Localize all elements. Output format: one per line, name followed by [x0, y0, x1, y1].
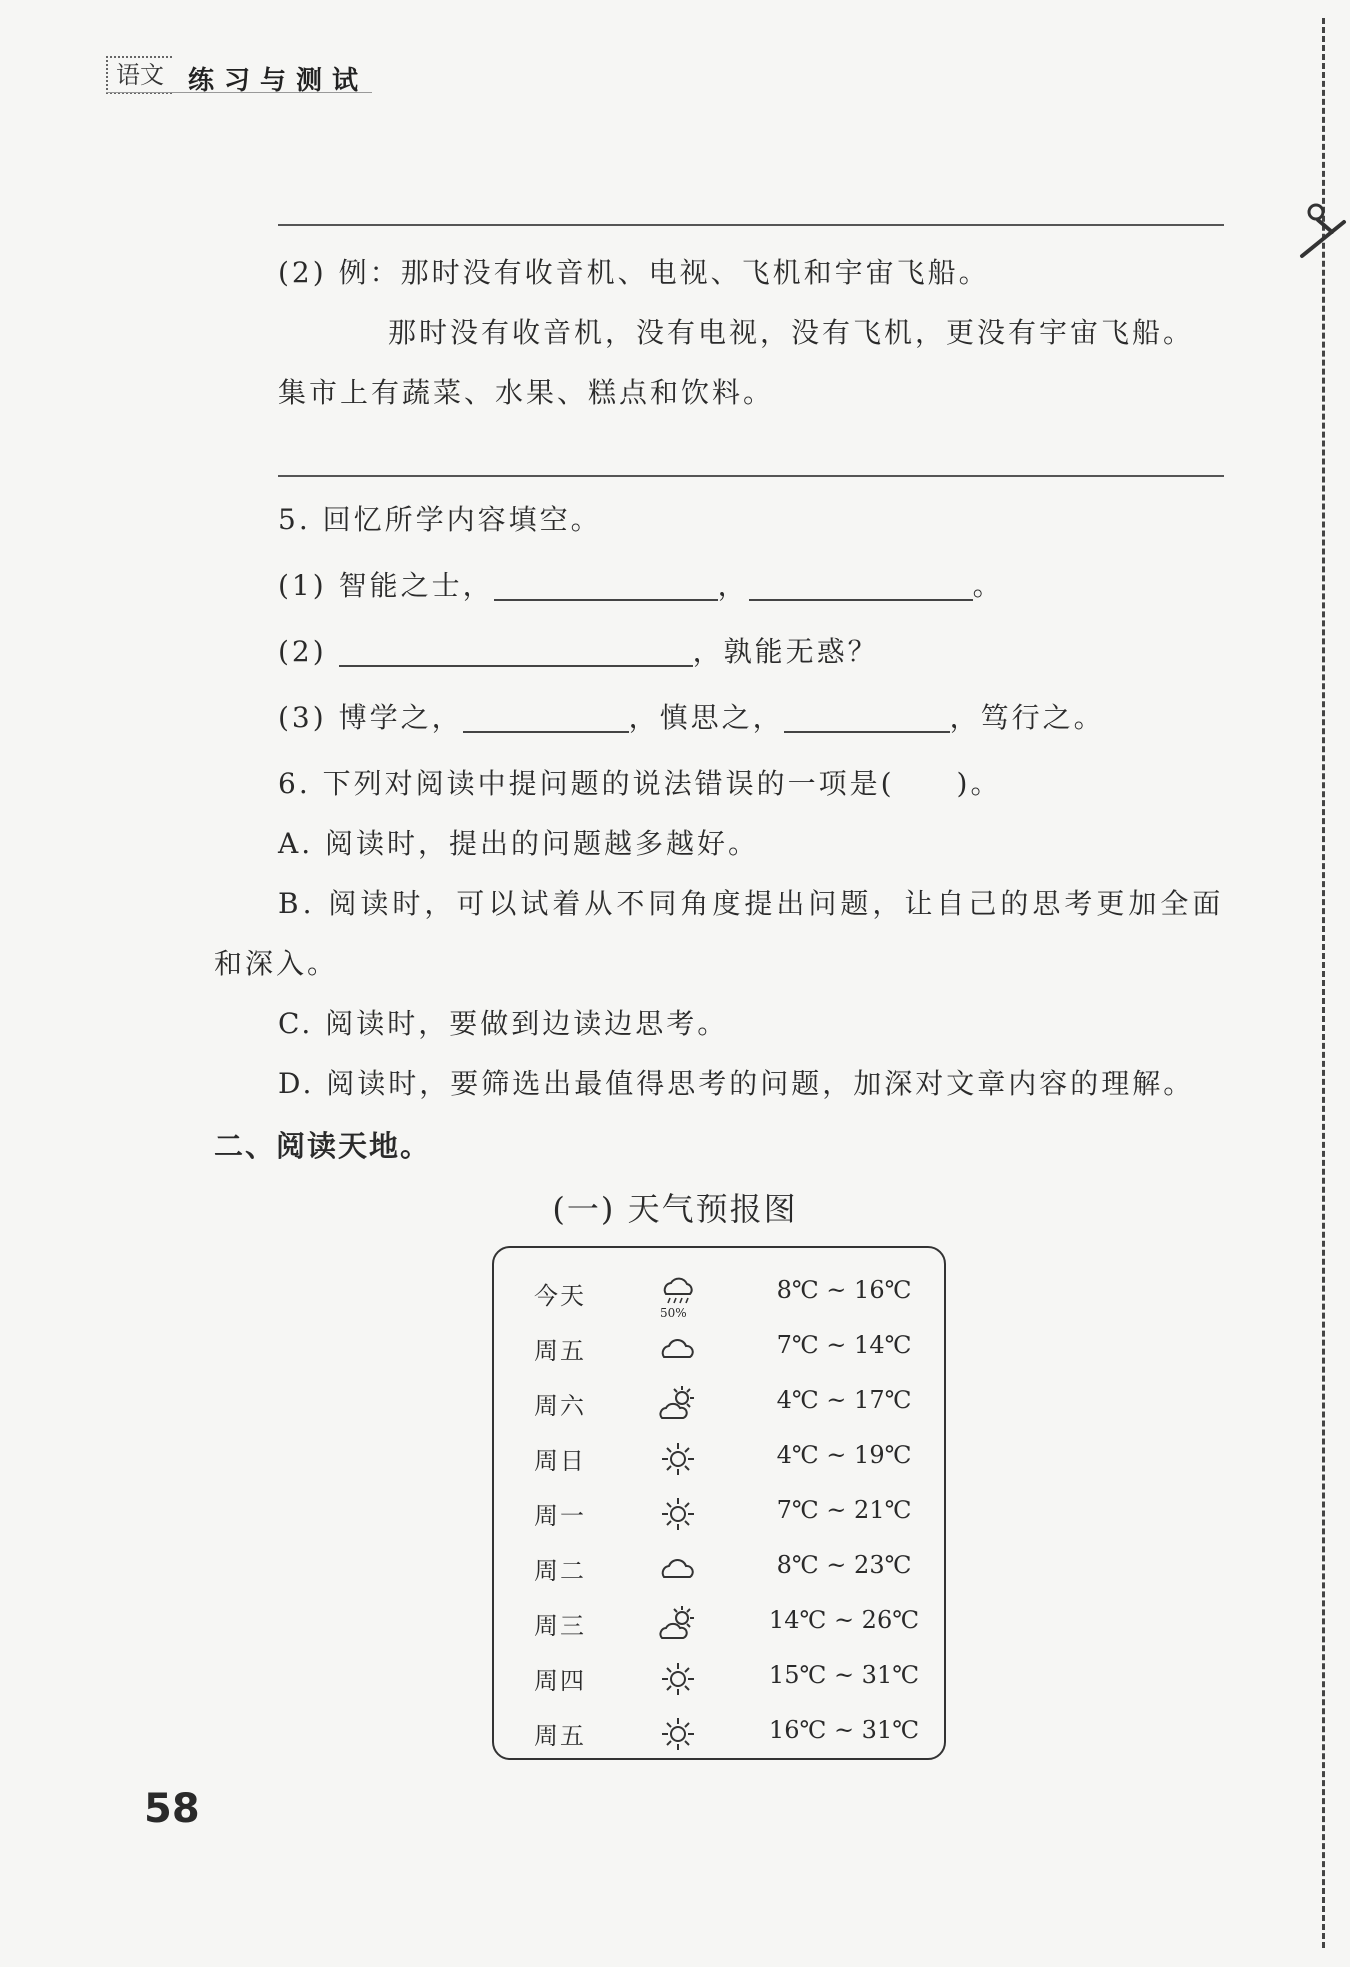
forecast-row — [494, 1327, 944, 1371]
forecast-temp: 14℃ ~ 26℃ — [768, 1606, 920, 1634]
q5-item-1 — [278, 566, 1004, 606]
fill-blank[interactable] — [749, 569, 973, 601]
sun-icon — [656, 1657, 700, 1701]
q6-option-c: C. 阅读时，要做到边读边思考。 — [278, 1007, 729, 1040]
forecast-day: 周五 — [534, 1337, 586, 1365]
q5-item-2 — [278, 632, 879, 672]
q5-item-1-text: (1) 智能之士， — [278, 569, 494, 602]
forecast-day: 周二 — [534, 1557, 586, 1585]
q5-item-2-text: ，孰能无惑？ — [692, 635, 879, 668]
q5-item-3 — [278, 698, 1105, 738]
forecast-temp: 4℃ ~ 19℃ — [776, 1441, 912, 1469]
q6-option-b-cont: 和深入。 — [214, 947, 339, 980]
forecast-day: 周一 — [534, 1502, 586, 1530]
fill-blank[interactable] — [494, 569, 718, 601]
q6-option-d: D. 阅读时，要筛选出最值得思考的问题，加深对文章内容的理解。 — [278, 1067, 1195, 1100]
page-number: 58 — [144, 1786, 200, 1832]
fill-blank[interactable] — [784, 701, 950, 733]
forecast-day: 周四 — [534, 1667, 586, 1695]
q5-prompt: 5. 回忆所学内容填空。 — [278, 503, 602, 536]
sun-icon — [656, 1437, 700, 1481]
q4-2-exercise-sentence: 集市上有蔬菜、水果、糕点和饮料。 — [278, 376, 775, 409]
q4-2-example: (2) 例：那时没有收音机、电视、飞机和宇宙飞船。 — [278, 256, 990, 289]
section-heading: 二、阅读天地。 — [214, 1129, 432, 1163]
forecast-day: 周六 — [534, 1392, 586, 1420]
cloud-icon — [656, 1547, 700, 1591]
q6-option-b: B. 阅读时，可以试着从不同角度提出问题，让自己的思考更加全面 — [278, 887, 1225, 920]
q5-item-2-label: (2) — [278, 635, 327, 668]
forecast-day: 周五 — [534, 1722, 586, 1750]
forecast-temp: 4℃ ~ 17℃ — [776, 1386, 912, 1414]
forecast-row — [494, 1492, 944, 1536]
forecast-temp: 8℃ ~ 16℃ — [776, 1276, 912, 1304]
q5-item-3-text: (3) 博学之， — [278, 701, 463, 734]
fill-blank[interactable] — [463, 701, 629, 733]
forecast-temp: 15℃ ~ 31℃ — [768, 1661, 920, 1689]
q5-item-1-period: 。 — [972, 569, 1004, 602]
q5-item-3-end: ，笃行之。 — [949, 701, 1105, 734]
q4-2-model-sentence: 那时没有收音机，没有电视，没有飞机，更没有宇宙飞船。 — [388, 316, 1195, 349]
forecast-row — [494, 1657, 944, 1701]
answer-line — [278, 475, 1224, 477]
q6-option-a: A. 阅读时，提出的问题越多越好。 — [278, 827, 760, 860]
forecast-day: 周三 — [534, 1612, 586, 1640]
forecast-temp: 7℃ ~ 14℃ — [776, 1331, 912, 1359]
subject-badge: 语文 — [106, 56, 172, 94]
scissors-icon — [1292, 200, 1348, 260]
forecast-temp: 16℃ ~ 31℃ — [768, 1716, 920, 1744]
sun-icon — [656, 1492, 700, 1536]
book-title: 练习与测试 — [188, 66, 369, 96]
forecast-row — [494, 1712, 944, 1756]
sun-icon — [656, 1712, 700, 1756]
forecast-row — [494, 1437, 944, 1481]
q6-prompt: 6. 下列对阅读中提问题的说法错误的一项是( )。 — [278, 767, 1002, 800]
forecast-day: 今天 — [534, 1282, 586, 1310]
answer-line — [278, 224, 1224, 226]
forecast-row — [494, 1602, 944, 1646]
forecast-temp: 7℃ ~ 21℃ — [776, 1496, 912, 1524]
cut-line — [1322, 18, 1325, 1948]
forecast-row — [494, 1547, 944, 1591]
forecast-temp: 8℃ ~ 23℃ — [776, 1551, 912, 1579]
partly-sunny-icon — [656, 1382, 700, 1426]
forecast-day: 周日 — [534, 1447, 586, 1475]
q5-item-3-mid: ，慎思之， — [628, 701, 784, 734]
partly-sunny-icon — [656, 1602, 700, 1646]
q5-item-1-comma: ， — [717, 569, 749, 602]
forecast-row — [494, 1382, 944, 1426]
weather-forecast-table — [492, 1246, 946, 1760]
rain-chance: 50% — [660, 1306, 687, 1320]
fill-blank[interactable] — [339, 635, 693, 667]
cloud-icon — [656, 1327, 700, 1371]
forecast-title: (一) 天气预报图 — [552, 1190, 798, 1228]
header-divider — [106, 92, 372, 93]
forecast-row — [494, 1272, 944, 1320]
